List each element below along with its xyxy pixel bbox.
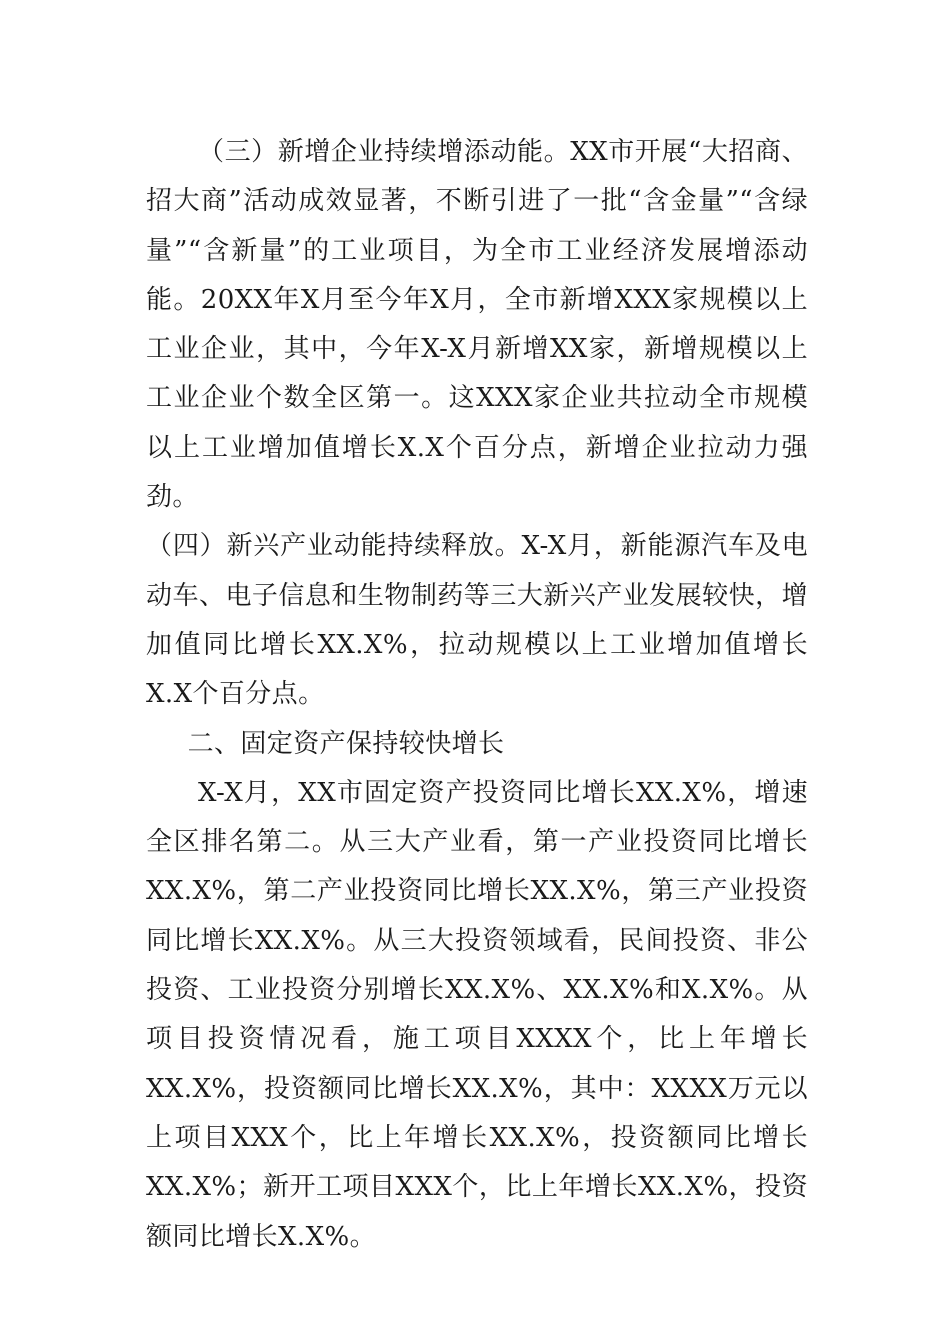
- paragraph-fixed-asset-investment: X-X月，XX市固定资产投资同比增长XX.X%，增速全区排名第二。从三大产业看，第一产业投资同比增长XX.X%，第二产业投资同比增长XX.X%，第三产业投资同比增长XX.X%。从三大投资领域看，民间投资、非公投资、工业投资分别增长XX.X%、XX.X%和X.X%。从项目投资情况看，施工项目XXXX个，比上年增长XX.X%，投资额同比增长XX.X%，其中：XXXX万元以上项目XXX个，比上年增长XX.X%，投资额同比增长XX.X%；新开工项目XXX个，比上年增长XX.X%，投资额同比增长X.X%。: [146, 777, 808, 1252]
- document-body: [146, 128, 808, 1262]
- paragraph-new-enterprises: （三）新增企业持续增添动能。XX市开展“大招商、招大商”活动成效显著，不断引进了一批“含金量”“含绿量”“含新量”的工业项目，为全市工业经济发展增添动能。20XX年X月至今年X月，全市新增XXX家规模以上工业企业，其中，今年X-X月新增XX家，新增规模以上工业企业个数全区第一。这XXX家企业共拉动全市规模以上工业增加值增长X.X个百分点，新增企业拉动力强劲。: [146, 137, 808, 513]
- section-heading-fixed-assets: 二、固定资产保持较快增长: [187, 728, 505, 759]
- paragraph-emerging-industries: （四）新兴产业动能持续释放。X-X月，新能源汽车及电动车、电子信息和生物制药等三大新兴产业发展较快，增加值同比增长XX.X%，拉动规模以上工业增加值增长X.X个百分点。: [146, 531, 808, 710]
